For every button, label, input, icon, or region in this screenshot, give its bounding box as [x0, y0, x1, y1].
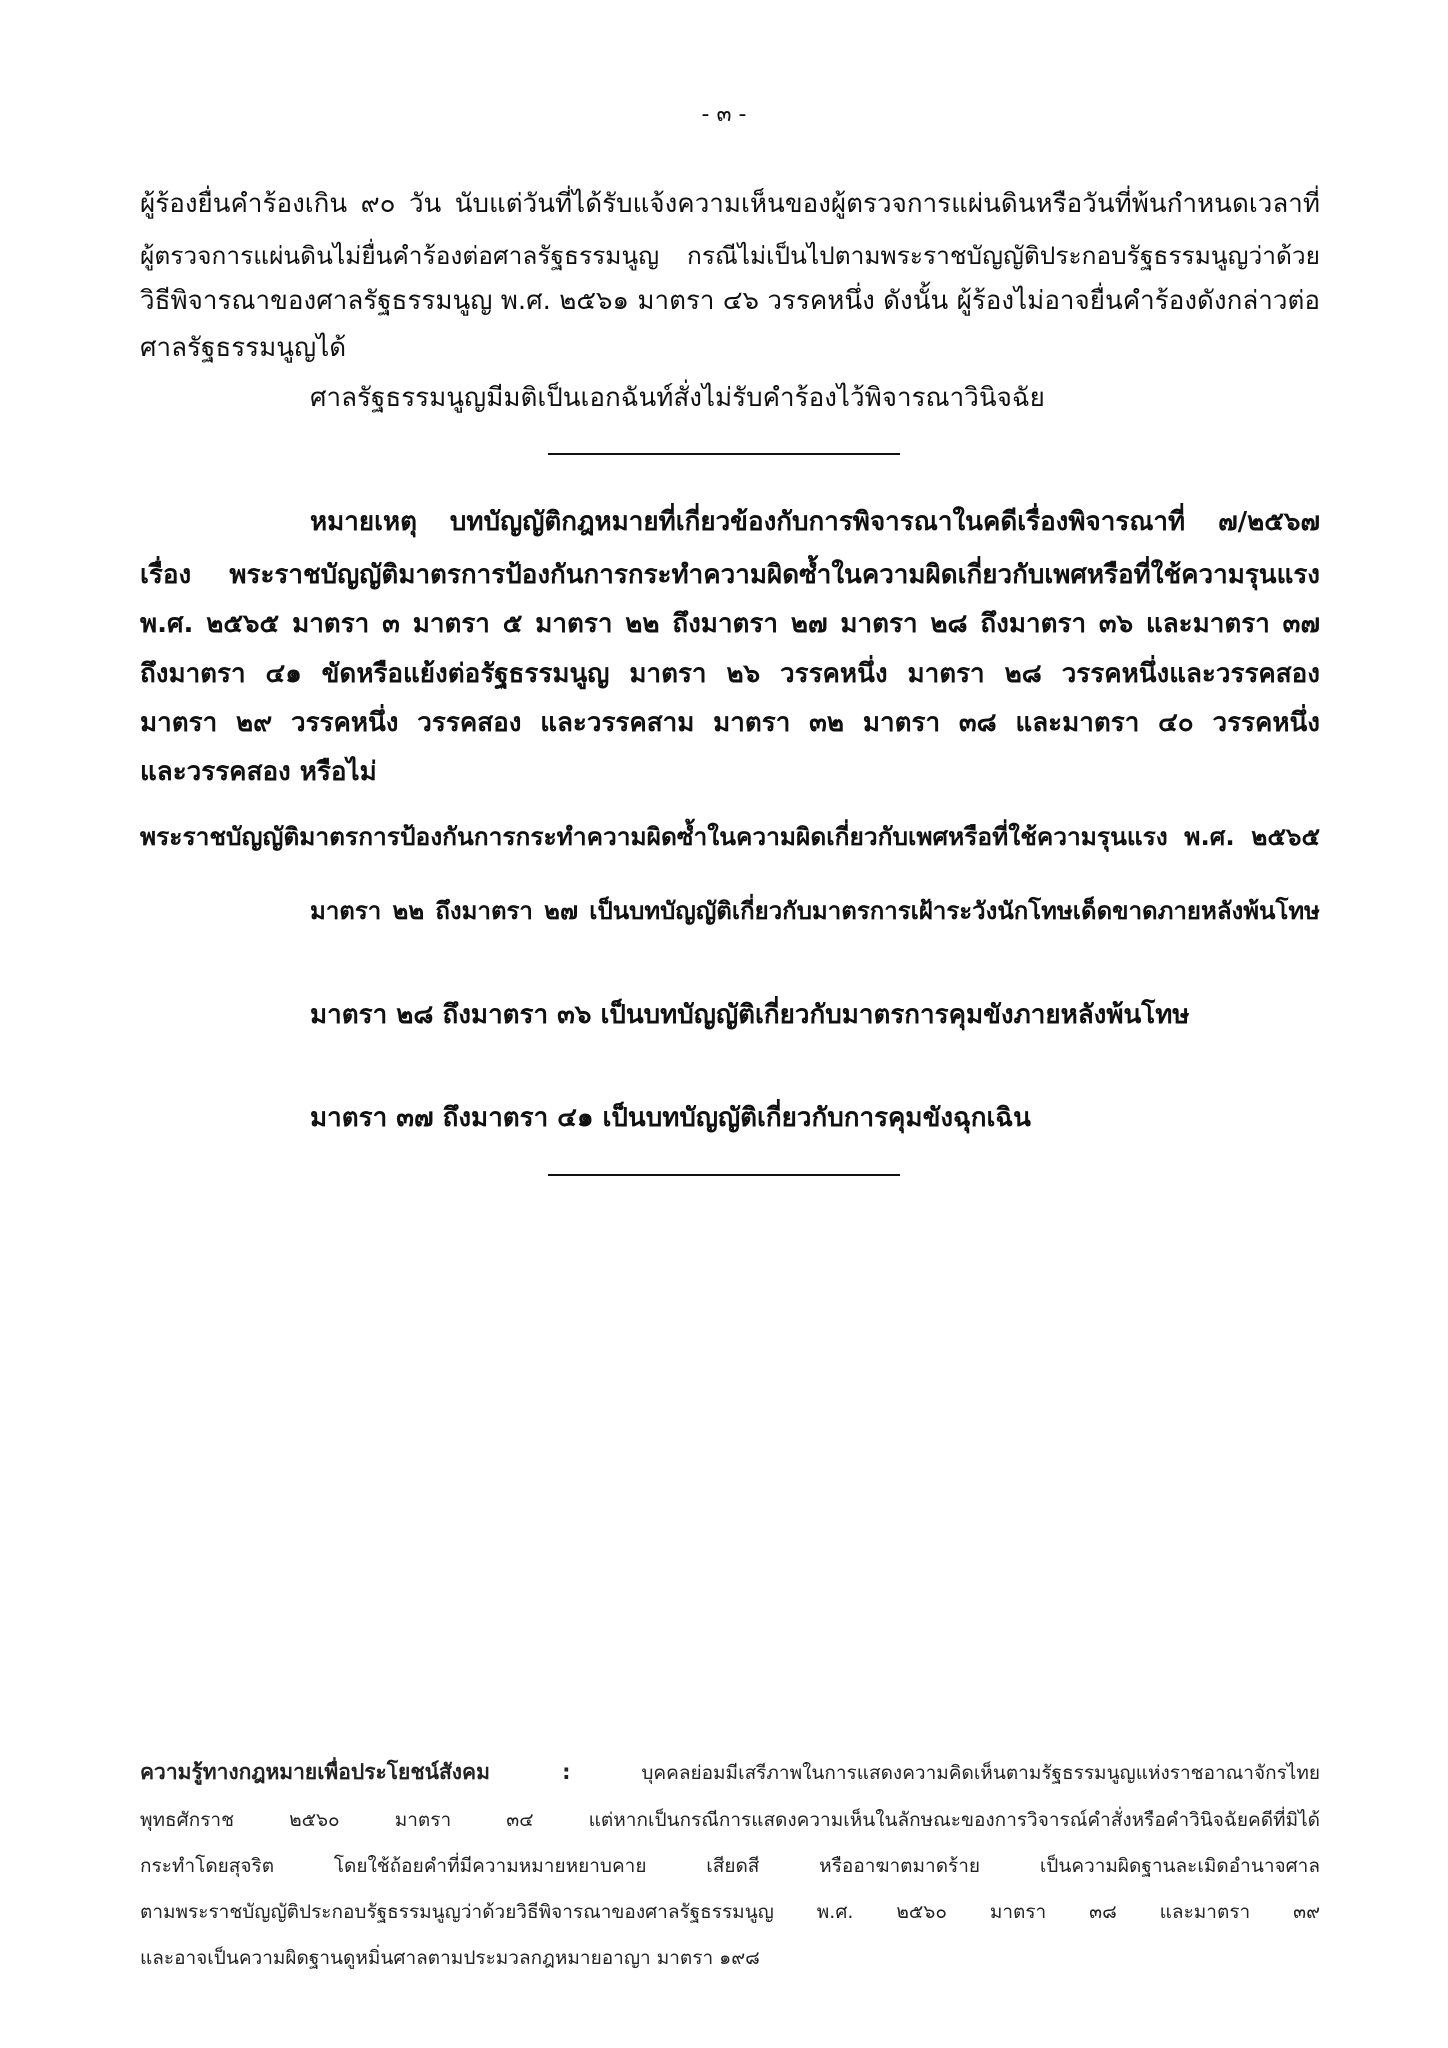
- act-section: มาตรา ๒๘ ถึงมาตรา ๓๖ เป็นบทบัญญัติเกี่ยวกับมาตรการคุมขังภายหลังพ้นโทษ: [310, 1000, 1190, 1030]
- footer-line: พุทธศักราช ๒๕๖๐ มาตรา ๓๔ แต่หากเป็นกรณีการแสดงความเห็นในลักษณะของการวิจารณ์คำสั่งหรือคำวินิจฉัยคดีที่มิได้: [140, 1809, 1320, 1831]
- section-divider: [548, 1174, 900, 1176]
- footer-line: ตามพระราชบัญญัติประกอบรัฐธรรมนูญว่าด้วยวิธีพิจารณาของศาลรัฐธรรมนูญ พ.ศ. ๒๕๖๐ มาตรา ๓๘ และมาตรา ๓๙: [140, 1901, 1320, 1923]
- ruling-line: ผู้ตรวจการแผ่นดินไม่ยื่นคำร้องต่อศาลรัฐธรรมนูญ กรณีไม่เป็นไปตามพระราชบัญญัติประกอบรัฐธรรมนูญว่าด้วย: [140, 241, 1320, 270]
- footer-line: กระทำโดยสุจริต โดยใช้ถ้อยคำที่มีความหมายหยาบคาย เสียดสี หรืออาฆาตมาดร้าย เป็นความผิดฐานละเมิดอำนาจศาล: [140, 1855, 1320, 1877]
- footer-line: [140, 1755, 1320, 1790]
- ruling-decision: ศาลรัฐธรรมนูญมีมติเป็นเอกฉันท์สั่งไม่รับคำร้องไว้พิจารณาวินิจฉัย: [310, 383, 1045, 413]
- footer-line: และอาจเป็นความผิดฐานดูหมิ่นศาลตามประมวลกฎหมายอาญา มาตรา ๑๙๘: [140, 1947, 760, 1969]
- act-section: มาตรา ๓๗ ถึงมาตรา ๔๑ เป็นบทบัญญัติเกี่ยวกับการคุมขังฉุกเฉิน: [310, 1103, 1031, 1133]
- section-divider: [548, 453, 900, 455]
- remark-line: และวรรคสอง หรือไม่: [140, 757, 377, 787]
- remark-line: เรื่อง พระราชบัญญัติมาตรการป้องกันการกระทำความผิดซ้ำในความผิดเกี่ยวกับเพศหรือที่ใช้ความรุนแรง: [140, 560, 1320, 590]
- remark-line: พ.ศ. ๒๕๖๕ มาตรา ๓ มาตรา ๕ มาตรา ๒๒ ถึงมาตรา ๒๗ มาตรา ๒๘ ถึงมาตรา ๓๖ และมาตรา ๓๗: [140, 609, 1320, 639]
- act-title: พระราชบัญญัติมาตรการป้องกันการกระทำความผิดซ้ำในความผิดเกี่ยวกับเพศหรือที่ใช้ความรุนแรง พ.ศ. ๒๕๖๕: [140, 822, 1320, 851]
- ruling-line: ผู้ร้องยื่นคำร้องเกิน ๙๐ วัน นับแต่วันที่ได้รับแจ้งความเห็นของผู้ตรวจการแผ่นดินหรือวันที่พ้นกำหนดเวลาที่: [140, 189, 1320, 219]
- remark-line: หมายเหตุ บทบัญญัติกฎหมายที่เกี่ยวข้องกับการพิจารณาในคดีเรื่องพิจารณาที่ ๗/๒๕๖๗: [310, 507, 1320, 537]
- remark-line: มาตรา ๒๙ วรรคหนึ่ง วรรคสอง และวรรคสาม มาตรา ๓๒ มาตรา ๓๘ และมาตรา ๔๐ วรรคหนึ่ง: [140, 708, 1320, 738]
- remark-line: ถึงมาตรา ๔๑ ขัดหรือแย้งต่อรัฐธรรมนูญ มาตรา ๒๖ วรรคหนึ่ง มาตรา ๒๘ วรรคหนึ่งและวรรคสอง: [140, 659, 1320, 689]
- footer-lead: ความรู้ทางกฎหมายเพื่อประโยชน์สังคม :: [140, 1760, 571, 1784]
- act-section: มาตรา ๒๒ ถึงมาตรา ๒๗ เป็นบทบัญญัติเกี่ยวกับมาตรการเฝ้าระวังนักโทษเด็ดขาดภายหลังพ้นโทษ: [310, 897, 1320, 925]
- footer-text: บุคคลย่อมมีเสรีภาพในการแสดงความคิดเห็นตามรัฐธรรมนูญแห่งราชอาณาจักรไทย: [641, 1762, 1320, 1784]
- ruling-line: วิธีพิจารณาของศาลรัฐธรรมนูญ พ.ศ. ๒๕๖๑ มาตรา ๔๖ วรรคหนึ่ง ดังนั้น ผู้ร้องไม่อาจยื่นคำร้องดังกล่าวต่อ: [140, 286, 1320, 316]
- ruling-line: ศาลรัฐธรรมนูญได้: [140, 333, 347, 363]
- page-number: - ๓ -: [701, 102, 747, 127]
